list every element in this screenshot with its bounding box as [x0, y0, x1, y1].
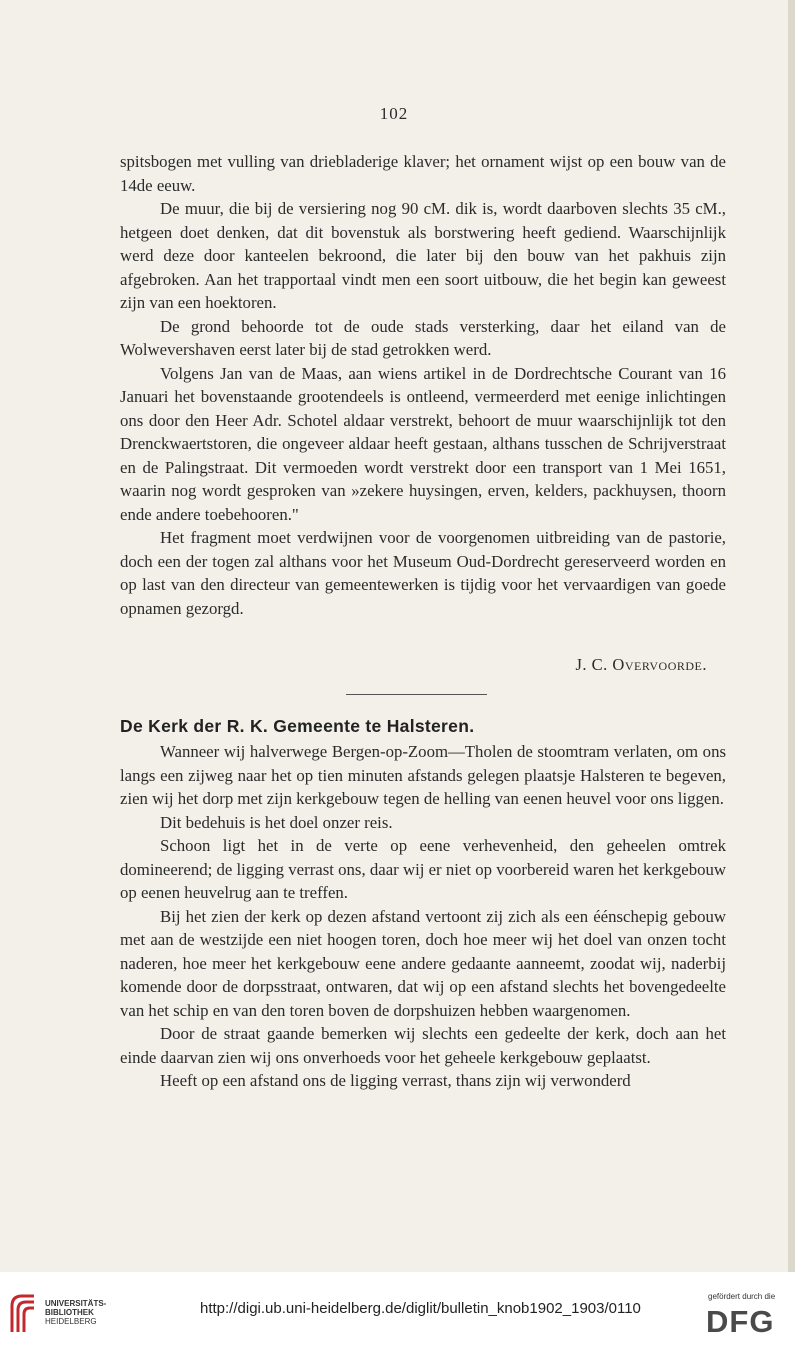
article-title: De Kerk der R. K. Gemeente te Halsteren.: [120, 716, 475, 736]
paragraph: De muur, die bij de versiering nog 90 cM. dik is, wordt daarboven slechts 35 cM., hetgeen doet denken, dat dit bovenstuk als borstwering heeft gediend. Waarschijnlijk werd deze door kanteelen bekroond, die later bij den bouw van het pakhuis zijn afgebroken. Aan het trapportaal vindt men een soort uitbouw, die het begin kan geweest zijn van een hoektoren.: [120, 199, 726, 312]
paragraph: Dit bedehuis is het doel onzer reis.: [160, 812, 393, 832]
paragraph: Schoon ligt het in de verte op eene verhevenheid, den geheelen omtrek domineerend; de ligging verrast ons, daar wij er niet op voorbereid waren het kerkgebouw op eenen heuvelrug aan te treffen.: [120, 836, 726, 902]
permalink-url[interactable]: http://digi.ub.uni-heidelberg.de/diglit/bulletin_knob1902_1903/0110: [200, 1300, 641, 1317]
paragraph: Bij het zien der kerk op dezen afstand vertoont zij zich als een éénschepig gebouw met aan de westzijde een niet hoogen toren, doch hoe meer wij het doel van onzen tocht naderen, hoe meer het kerkgebouw eene andere gedaante aanneemt, zoodat wij, naderbij komende door de dorpsstraat, ontwaren, dat wij op een afstand slechts het bovengedeelte van het schip en van den toren boven de dorpshuizen hebben waargenomen.: [120, 906, 726, 1020]
paragraph: Het fragment moet verdwijnen voor de voorgenomen uitbreiding van de pastorie, doch een der togen zal althans voor het Museum Oud-Dordrecht gereserveerd worden en op last van den directeur van gemeentewerken is tijdig voor het vervaardigen van goede opnamen gezorgd.: [120, 528, 726, 618]
author-signature: J. C. Overvoorde.: [575, 655, 707, 674]
library-line: BIBLIOTHEK: [45, 1308, 94, 1317]
page-edge-shadow: [788, 0, 795, 1272]
paragraph: Wanneer wij halverwege Bergen-op-Zoom—Tholen de stoomtram verlaten, om ons langs een zijweg naar het op tien minuten afstands gelegen plaatsje Halsteren te begeven, zien wij het dorp met zijn kerkgebouw tegen de helling van eenen heuvel voor ons liggen.: [120, 742, 726, 808]
paragraph: Volgens Jan van de Maas, aan wiens artikel in de Dordrechtsche Courant van 16 Januari het bovenstaande grootendeels is ontleend, vermeerderd met eenige inlichtingen ons door den Heer Adr. Schotel aldaar verstrekt, behoort de muur waarschijnlijk tot den Drenckwaertstoren, die ongeveer aldaar heeft gestaan, althans tusschen de Schrijverstraat en de Palingstraat. Dit vermoeden wordt verstrekt door een transport van 1 Mei 1651, waarin nog wordt gesproken van »zekere huysingen, erven, kelders, packhuysen, thoorn ende andere toebehooren.": [120, 363, 726, 524]
library-line: HEIDELBERG: [45, 1317, 97, 1326]
funding-caption: gefördert durch die: [708, 1292, 776, 1301]
library-name: [45, 1299, 106, 1326]
library-line: UNIVERSITÄTS-: [45, 1299, 107, 1308]
dfg-logo: DFG: [706, 1304, 775, 1339]
paragraph: De grond behoorde tot de oude stads versterking, daar het eiland van de Wolwevershaven eerst later bij de stad getrokken werd.: [120, 316, 726, 359]
paragraph: Heeft op een afstand ons de ligging verrast, thans zijn wij verwonderd: [160, 1071, 631, 1090]
page-number: 102: [379, 104, 409, 123]
section-divider: [346, 694, 487, 695]
paragraph: Door de straat gaande bemerken wij slechts een gedeelte der kerk, doch aan het einde daarvan zien wij ons onverhoeds voor het geheele kerkgebouw geplaatst.: [120, 1024, 726, 1067]
text-block-top: [120, 150, 726, 620]
text-block-article: [120, 740, 726, 1093]
university-library-logo-icon: [8, 1292, 38, 1334]
paragraph: spitsbogen met vulling van driebladerige klaver; het ornament wijst op een bouw van de 14de eeuw.: [120, 152, 726, 195]
